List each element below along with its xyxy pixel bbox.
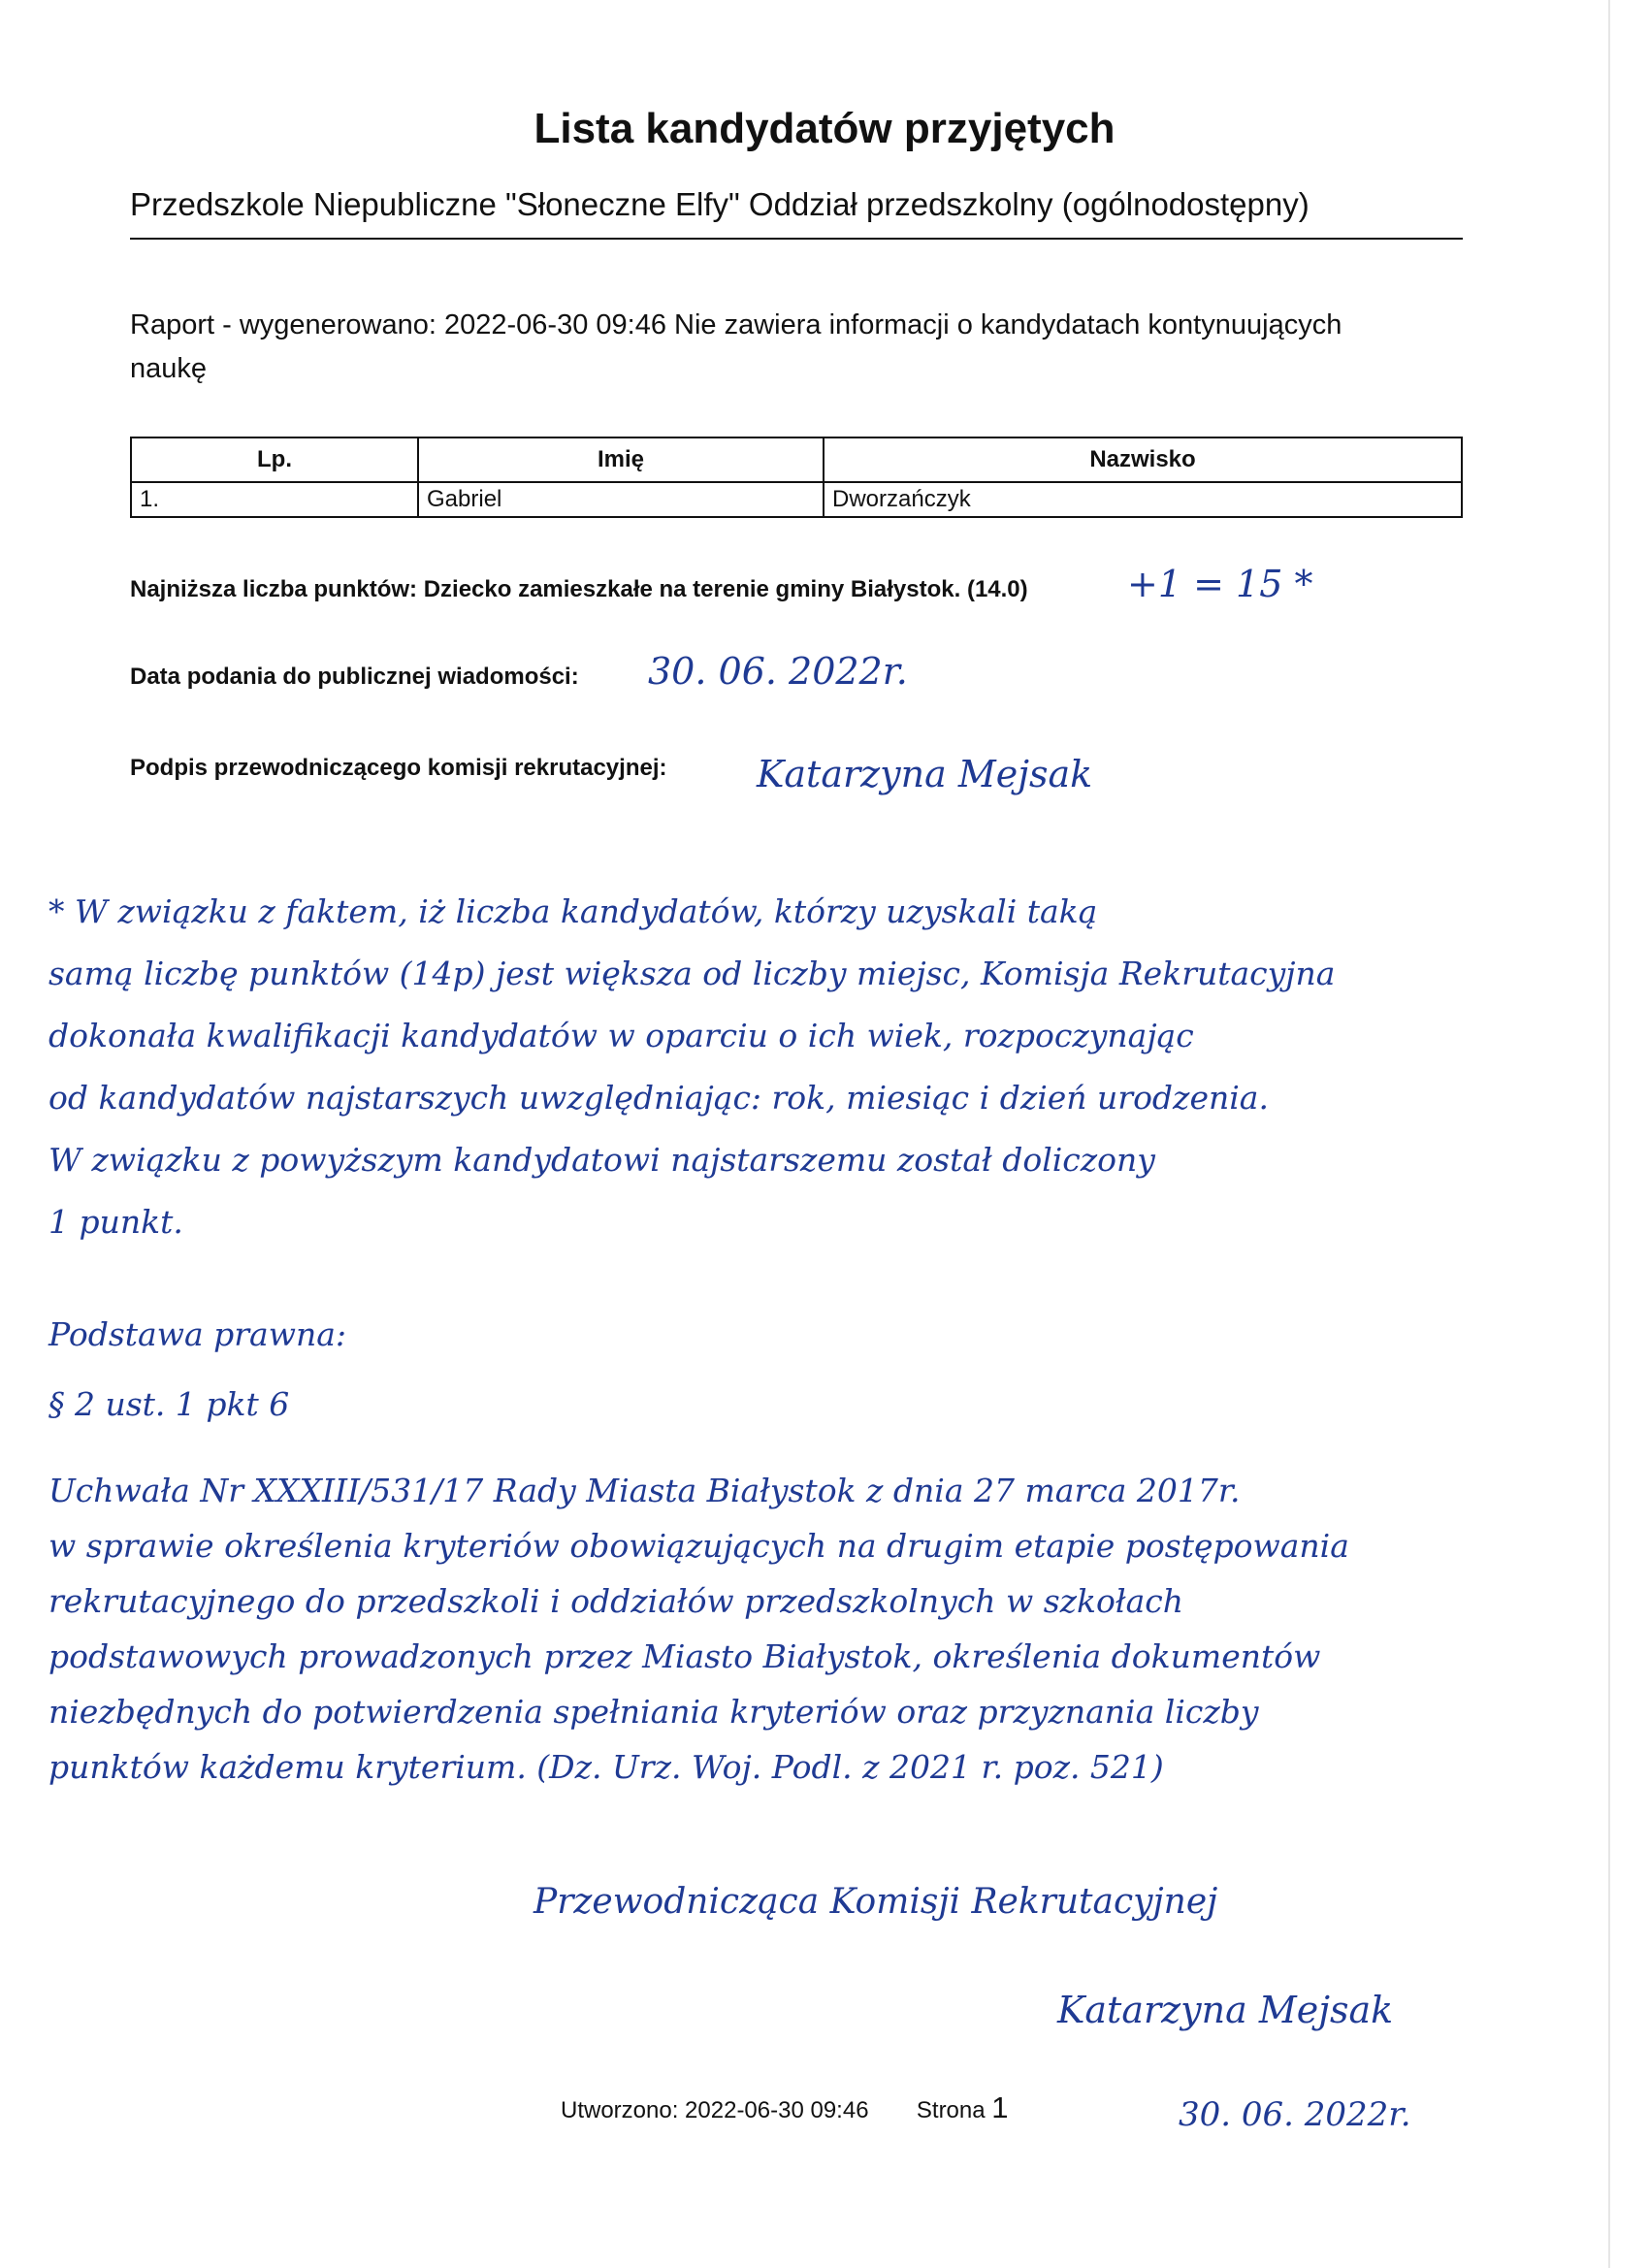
column-header-first-name: Imię xyxy=(418,437,824,482)
page-label: Strona xyxy=(916,2097,986,2123)
page-number: 1 xyxy=(991,2090,1009,2124)
column-header-lp: Lp. xyxy=(131,437,418,482)
legal-basis xyxy=(48,1300,346,1440)
resolution-line: niezbędnych do potwierdzenia spełniania kryteriów oraz przyznania liczby xyxy=(48,1693,1259,1731)
resolution-line: w sprawie określenia kryteriów obowiązujących na drugim etapie postępowania xyxy=(48,1527,1349,1565)
column-header-last-name: Nazwisko xyxy=(824,437,1462,482)
publication-date-label: Data podania do publicznej wiadomości: xyxy=(130,664,579,690)
candidates-table xyxy=(130,437,1463,518)
page-title: Lista kandydatów przyjętych xyxy=(534,105,1116,152)
report-line-2: naukę xyxy=(130,353,208,384)
legal-basis-paragraph: § 2 ust. 1 pkt 6 xyxy=(48,1385,290,1423)
resolution-line: podstawowych prowadzonych przez Miasto Białystok, określenia dokumentów xyxy=(48,1637,1321,1675)
table-header-row xyxy=(131,437,1462,482)
resolution-line: punktów każdemu kryterium. (Dz. Urz. Woj. Podl. z 2021 r. poz. 521) xyxy=(48,1748,1164,1786)
cell-first-name: Gabriel xyxy=(418,482,824,517)
explanation-line: W związku z powyższym kandydatowi najstarszemu został doliczony xyxy=(48,1141,1155,1179)
resolution-text xyxy=(48,1463,1349,1795)
created-timestamp: Utworzono: 2022-06-30 09:46 xyxy=(561,2097,869,2123)
closing-title: Przewodnicząca Komisji Rekrutacyjnej xyxy=(534,1882,1218,1922)
handwritten-explanation xyxy=(48,881,1335,1253)
report-info xyxy=(130,304,1478,391)
chair-signature: Katarzyna Mejsak xyxy=(757,753,1093,795)
publication-date-handwritten: 30. 06. 2022r. xyxy=(648,650,908,693)
scan-edge xyxy=(1608,0,1610,2268)
closing-date: 30. 06. 2022r. xyxy=(1179,2095,1411,2134)
cell-last-name: Dworzańczyk xyxy=(824,482,1462,517)
title-divider xyxy=(130,238,1463,240)
legal-basis-title: Podstawa prawna: xyxy=(48,1315,347,1353)
resolution-line: Uchwała Nr XXXIII/531/17 Rady Miasta Białystok z dnia 27 marca 2017r. xyxy=(48,1472,1241,1509)
report-line-1: Raport - wygenerowano: 2022-06-30 09:46 Nie zawiera informacji o kandydatach kontynuujących xyxy=(130,309,1342,340)
points-handwritten-note: +1 = 15 * xyxy=(1127,563,1313,605)
cell-lp: 1. xyxy=(131,482,418,517)
footer xyxy=(561,2090,1009,2125)
table-row xyxy=(131,482,1462,517)
explanation-line: dokonała kwalifikacji kandydatów w oparciu o ich wiek, rozpoczynając xyxy=(48,1017,1194,1054)
closing-signature: Katarzyna Mejsak xyxy=(1057,1989,1394,2031)
chair-signature-label: Podpis przewodniczącego komisji rekrutacyjnej: xyxy=(130,755,667,781)
explanation-line: samą liczbę punktów (14p) jest większa od liczby miejsc, Komisja Rekrutacyjna xyxy=(48,955,1336,992)
lowest-points-label: Najniższa liczba punktów: Dziecko zamieszkałe na terenie gminy Białystok. (14.0) xyxy=(130,576,1028,602)
explanation-line: od kandydatów najstarszych uwzględniając: rok, miesiąc i dzień urodzenia. xyxy=(48,1079,1269,1117)
explanation-line: * W związku z faktem, iż liczba kandydatów, którzy uzyskali taką xyxy=(48,892,1098,930)
explanation-line: 1 punkt. xyxy=(48,1203,183,1241)
page-subtitle: Przedszkole Niepubliczne "Słoneczne Elfy" Oddział przedszkolny (ogólnodostępny) xyxy=(130,186,1310,222)
resolution-line: rekrutacyjnego do przedszkoli i oddziałów przedszkolnych w szkołach xyxy=(48,1582,1184,1620)
